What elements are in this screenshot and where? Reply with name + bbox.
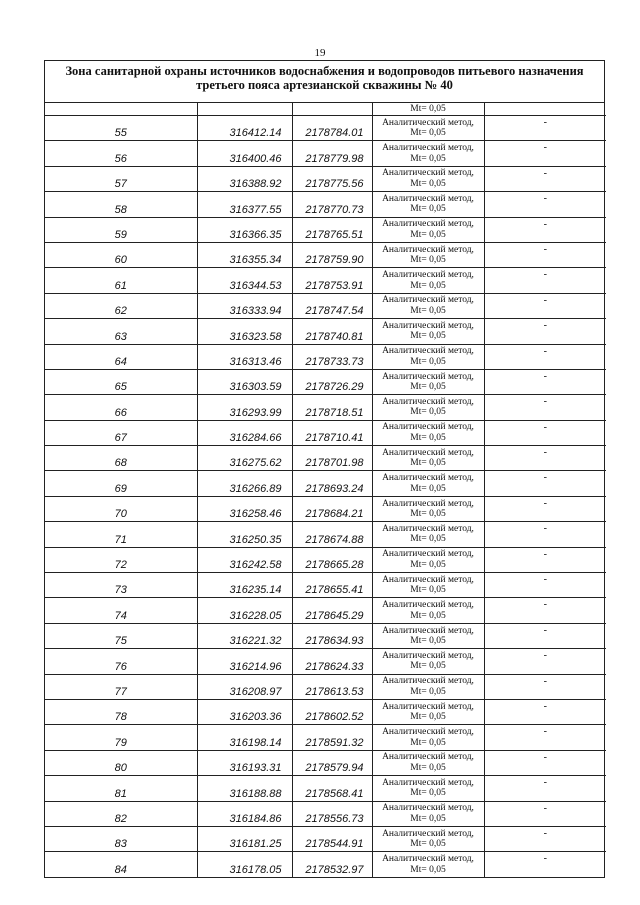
table-row bbox=[45, 268, 606, 293]
extra-cell: - bbox=[484, 217, 606, 242]
extra-cell: - bbox=[484, 674, 606, 699]
point-number-cell: 62 bbox=[45, 293, 197, 318]
point-number-cell: 58 bbox=[45, 192, 197, 217]
accuracy-label: Mt= 0,05 bbox=[410, 153, 446, 164]
table-row bbox=[45, 852, 606, 877]
point-number-cell: 81 bbox=[45, 776, 197, 801]
accuracy-label: Mt= 0,05 bbox=[410, 636, 446, 646]
method-label: Аналитический метод, bbox=[382, 574, 474, 585]
method-label: Аналитический метод, bbox=[382, 854, 474, 865]
table-row bbox=[45, 776, 606, 801]
x-coordinate-cell: 316258.46 bbox=[197, 496, 292, 521]
extra-cell: - bbox=[484, 192, 606, 217]
extra-cell: - bbox=[484, 319, 606, 344]
accuracy-label: Mt= 0,05 bbox=[410, 356, 446, 367]
table-row bbox=[45, 369, 606, 394]
point-number-cell: 56 bbox=[45, 141, 197, 166]
y-coordinate-cell: 2178770.73 bbox=[292, 192, 372, 217]
point-number-cell: 84 bbox=[45, 852, 197, 877]
accuracy-label: Mt= 0,05 bbox=[410, 585, 446, 596]
x-coordinate-cell: 316355.34 bbox=[197, 242, 292, 267]
accuracy-label: Mt= 0,05 bbox=[410, 407, 446, 418]
point-number-cell: 82 bbox=[45, 801, 197, 826]
method-cell bbox=[372, 192, 484, 217]
method-label: Аналитический метод, bbox=[382, 498, 474, 509]
x-coordinate-cell: 316377.55 bbox=[197, 192, 292, 217]
method-cell bbox=[372, 141, 484, 166]
extra-cell: - bbox=[484, 420, 606, 445]
method-cell bbox=[372, 446, 484, 471]
extra-cell: - bbox=[484, 166, 606, 191]
x-coordinate-cell: 316366.35 bbox=[197, 217, 292, 242]
accuracy-label: Mt= 0,05 bbox=[410, 839, 446, 850]
x-coordinate-cell: 316400.46 bbox=[197, 141, 292, 166]
method-cell bbox=[372, 116, 484, 141]
point-number-cell: 67 bbox=[45, 420, 197, 445]
extra-cell: - bbox=[484, 750, 606, 775]
method-cell bbox=[372, 776, 484, 801]
point-number-cell: 63 bbox=[45, 319, 197, 344]
extra-cell: - bbox=[484, 522, 606, 547]
point-number-cell: 55 bbox=[45, 116, 197, 141]
y-coordinate-cell: 2178733.73 bbox=[292, 344, 372, 369]
accuracy-label: Mt= 0,05 bbox=[410, 280, 446, 291]
table-row bbox=[45, 496, 606, 521]
method-cell bbox=[372, 852, 484, 877]
y-coordinate-cell: 2178556.73 bbox=[292, 801, 372, 826]
table-title bbox=[45, 61, 604, 103]
accuracy-label: Mt= 0,05 bbox=[410, 610, 446, 621]
table-row bbox=[45, 446, 606, 471]
method-cell bbox=[372, 420, 484, 445]
point-number-cell: 57 bbox=[45, 166, 197, 191]
method-cell bbox=[372, 369, 484, 394]
extra-cell: - bbox=[484, 699, 606, 724]
method-cell bbox=[372, 522, 484, 547]
extra-cell: - bbox=[484, 344, 606, 369]
extra-cell: - bbox=[484, 446, 606, 471]
extra-cell: - bbox=[484, 826, 606, 851]
extra-cell: - bbox=[484, 395, 606, 420]
method-label: Аналитический метод, bbox=[382, 777, 474, 788]
point-number-cell: 80 bbox=[45, 750, 197, 775]
method-cell bbox=[372, 598, 484, 623]
table-row bbox=[45, 192, 606, 217]
table-row bbox=[45, 293, 606, 318]
table-row bbox=[45, 344, 606, 369]
y-coordinate-cell: 2178602.52 bbox=[292, 699, 372, 724]
accuracy-label: Mt= 0,05 bbox=[410, 559, 446, 570]
method-cell bbox=[372, 395, 484, 420]
extra-cell: - bbox=[484, 623, 606, 648]
method-cell bbox=[372, 699, 484, 724]
point-number-cell: 68 bbox=[45, 446, 197, 471]
x-coordinate-cell: 316178.05 bbox=[197, 852, 292, 877]
method-cell bbox=[372, 750, 484, 775]
method-label: Аналитический метод, bbox=[382, 650, 474, 661]
table-row bbox=[45, 598, 606, 623]
y-coordinate-cell: 2178579.94 bbox=[292, 750, 372, 775]
x-coordinate-cell: 316333.94 bbox=[197, 293, 292, 318]
table-row bbox=[45, 522, 606, 547]
extra-cell: - bbox=[484, 547, 606, 572]
y-coordinate-cell: 2178624.33 bbox=[292, 649, 372, 674]
table-row bbox=[45, 547, 606, 572]
method-cell bbox=[372, 344, 484, 369]
table-title-line-2: третьего пояса артезианской скважины № 40 bbox=[196, 78, 453, 92]
method-cell bbox=[372, 826, 484, 851]
extra-cell: - bbox=[484, 293, 606, 318]
method-label: Аналитический метод, bbox=[382, 346, 474, 357]
method-cell bbox=[372, 242, 484, 267]
accuracy-label: Mt= 0,05 bbox=[410, 762, 446, 773]
table-row bbox=[45, 649, 606, 674]
accuracy-label: Mt= 0,05 bbox=[410, 864, 446, 875]
method-label: Аналитический метод, bbox=[382, 117, 474, 128]
y-coordinate-cell: 2178665.28 bbox=[292, 547, 372, 572]
point-number-cell: 76 bbox=[45, 649, 197, 674]
y-coordinate-cell: 2178645.29 bbox=[292, 598, 372, 623]
x-coordinate-cell: 316266.89 bbox=[197, 471, 292, 496]
y-coordinate-cell: 2178701.98 bbox=[292, 446, 372, 471]
x-coordinate-cell: 316181.25 bbox=[197, 826, 292, 851]
accuracy-label: Mt= 0,05 bbox=[410, 661, 446, 672]
accuracy-label: Mt= 0,05 bbox=[410, 813, 446, 824]
method-label: Аналитический метод, bbox=[382, 803, 474, 814]
accuracy-label: Mt= 0,05 bbox=[410, 255, 446, 266]
y-coordinate-cell: 2178718.51 bbox=[292, 395, 372, 420]
accuracy-label: Mt= 0,05 bbox=[410, 737, 446, 748]
table-row bbox=[45, 725, 606, 750]
x-coordinate-cell: 316235.14 bbox=[197, 573, 292, 598]
method-cell bbox=[372, 623, 484, 648]
accuracy-label: Mt= 0,05 bbox=[410, 509, 446, 520]
continuation-row bbox=[45, 103, 606, 116]
accuracy-label: Mt= 0,05 bbox=[410, 178, 446, 189]
table-row bbox=[45, 217, 606, 242]
method-cell bbox=[372, 547, 484, 572]
table-row bbox=[45, 420, 606, 445]
x-coordinate-cell: 316323.58 bbox=[197, 319, 292, 344]
x-coordinate-cell: 316203.36 bbox=[197, 699, 292, 724]
y-coordinate-cell: 2178759.90 bbox=[292, 242, 372, 267]
x-coordinate-cell: 316293.99 bbox=[197, 395, 292, 420]
table-row bbox=[45, 826, 606, 851]
accuracy-label: Mt= 0,05 bbox=[410, 331, 446, 342]
extra-cell: - bbox=[484, 852, 606, 877]
table-row bbox=[45, 395, 606, 420]
extra-cell: - bbox=[484, 268, 606, 293]
coordinates-table-sheet bbox=[44, 60, 605, 878]
method-label: Аналитический метод, bbox=[382, 447, 474, 458]
x-coordinate-cell: 316228.05 bbox=[197, 598, 292, 623]
y-coordinate-cell: 2178693.24 bbox=[292, 471, 372, 496]
y-coordinate-cell: 2178726.29 bbox=[292, 369, 372, 394]
y-coordinate-cell: 2178674.88 bbox=[292, 522, 372, 547]
method-label: Аналитический метод, bbox=[382, 625, 474, 636]
accuracy-label: Mt= 0,05 bbox=[410, 204, 446, 215]
extra-cell: - bbox=[484, 242, 606, 267]
method-cell bbox=[372, 573, 484, 598]
method-label: Аналитический метод, bbox=[382, 320, 474, 331]
accuracy-label: Mt= 0,05 bbox=[410, 128, 446, 139]
method-label: Аналитический метод, bbox=[382, 828, 474, 839]
table-row bbox=[45, 750, 606, 775]
point-number-cell: 74 bbox=[45, 598, 197, 623]
x-coordinate-cell: 316198.14 bbox=[197, 725, 292, 750]
table-row bbox=[45, 166, 606, 191]
method-label: Аналитический метод, bbox=[382, 523, 474, 534]
method-label: Аналитический метод, bbox=[382, 549, 474, 560]
y-coordinate-cell: 2178613.53 bbox=[292, 674, 372, 699]
y-coordinate-cell: 2178753.91 bbox=[292, 268, 372, 293]
method-label: Аналитический метод, bbox=[382, 676, 474, 687]
x-coordinate-cell: 316242.58 bbox=[197, 547, 292, 572]
x-coordinate-cell: 316275.62 bbox=[197, 446, 292, 471]
extra-cell: - bbox=[484, 801, 606, 826]
point-number-cell: 79 bbox=[45, 725, 197, 750]
extra-cell: - bbox=[484, 776, 606, 801]
table-row bbox=[45, 471, 606, 496]
method-label: Аналитический метод, bbox=[382, 422, 474, 433]
table-row bbox=[45, 623, 606, 648]
y-coordinate-cell: 2178684.21 bbox=[292, 496, 372, 521]
accuracy-label: Mt= 0,05 bbox=[410, 458, 446, 469]
point-number-cell: 59 bbox=[45, 217, 197, 242]
x-coordinate-cell: 316184.86 bbox=[197, 801, 292, 826]
x-coordinate-cell: 316313.46 bbox=[197, 344, 292, 369]
method-label: Аналитический метод, bbox=[382, 473, 474, 484]
method-label: Аналитический метод, bbox=[382, 371, 474, 382]
extra-cell: - bbox=[484, 598, 606, 623]
y-coordinate-cell: 2178765.51 bbox=[292, 217, 372, 242]
y-coordinate-cell: 2178655.41 bbox=[292, 573, 372, 598]
table-row bbox=[45, 116, 606, 141]
table-row bbox=[45, 674, 606, 699]
accuracy-label: Mt= 0,05 bbox=[410, 382, 446, 393]
y-coordinate-cell: 2178568.41 bbox=[292, 776, 372, 801]
method-cell bbox=[372, 217, 484, 242]
y-coordinate-cell: 2178634.93 bbox=[292, 623, 372, 648]
point-number-cell: 61 bbox=[45, 268, 197, 293]
y-coordinate-cell: 2178591.32 bbox=[292, 725, 372, 750]
y-coordinate-cell: 2178784.01 bbox=[292, 116, 372, 141]
y-coordinate-cell: 2178740.81 bbox=[292, 319, 372, 344]
method-label: Аналитический метод, bbox=[382, 270, 474, 281]
x-coordinate-cell: 316250.35 bbox=[197, 522, 292, 547]
x-coordinate-cell: 316388.92 bbox=[197, 166, 292, 191]
method-cell bbox=[372, 801, 484, 826]
method-label: Аналитический метод, bbox=[382, 244, 474, 255]
point-number-cell: 70 bbox=[45, 496, 197, 521]
point-number-cell: 71 bbox=[45, 522, 197, 547]
point-number-cell: 65 bbox=[45, 369, 197, 394]
method-cell bbox=[372, 649, 484, 674]
method-cell bbox=[372, 319, 484, 344]
page-number: 19 bbox=[314, 47, 326, 59]
accuracy-label: Mt= 0,05 bbox=[410, 534, 446, 545]
y-coordinate-cell: 2178544.91 bbox=[292, 826, 372, 851]
point-number-cell: 60 bbox=[45, 242, 197, 267]
method-cell bbox=[372, 725, 484, 750]
point-number-cell: 64 bbox=[45, 344, 197, 369]
point-number-cell: 73 bbox=[45, 573, 197, 598]
accuracy-label: Mt= 0,05 bbox=[410, 305, 446, 316]
x-coordinate-cell: 316208.97 bbox=[197, 674, 292, 699]
y-coordinate-cell: 2178532.97 bbox=[292, 852, 372, 877]
extra-cell: - bbox=[484, 649, 606, 674]
method-cell bbox=[372, 293, 484, 318]
method-label: Аналитический метод, bbox=[382, 600, 474, 611]
extra-cell: - bbox=[484, 573, 606, 598]
x-coordinate-cell: 316284.66 bbox=[197, 420, 292, 445]
y-coordinate-cell: 2178747.54 bbox=[292, 293, 372, 318]
continuation-method-cell: Mt= 0,05 bbox=[372, 103, 484, 116]
x-coordinate-cell: 316221.32 bbox=[197, 623, 292, 648]
table-row bbox=[45, 242, 606, 267]
accuracy-label: Mt= 0,05 bbox=[410, 788, 446, 799]
extra-cell: - bbox=[484, 141, 606, 166]
accuracy-label: Mt= 0,05 bbox=[410, 686, 446, 697]
point-number-cell: 69 bbox=[45, 471, 197, 496]
point-number-cell: 83 bbox=[45, 826, 197, 851]
x-coordinate-cell: 316193.31 bbox=[197, 750, 292, 775]
accuracy-label: Mt= 0,05 bbox=[410, 229, 446, 240]
point-number-cell: 72 bbox=[45, 547, 197, 572]
x-coordinate-cell: 316214.96 bbox=[197, 649, 292, 674]
extra-cell: - bbox=[484, 369, 606, 394]
y-coordinate-cell: 2178710.41 bbox=[292, 420, 372, 445]
y-coordinate-cell: 2178779.98 bbox=[292, 141, 372, 166]
accuracy-label: Mt= 0,05 bbox=[410, 432, 446, 443]
point-number-cell: 75 bbox=[45, 623, 197, 648]
coordinates-table bbox=[45, 103, 606, 877]
table-row bbox=[45, 699, 606, 724]
table-row bbox=[45, 801, 606, 826]
x-coordinate-cell: 316188.88 bbox=[197, 776, 292, 801]
method-label: Аналитический метод, bbox=[382, 701, 474, 712]
method-cell bbox=[372, 471, 484, 496]
point-number-cell: 77 bbox=[45, 674, 197, 699]
x-coordinate-cell: 316344.53 bbox=[197, 268, 292, 293]
method-label: Аналитический метод, bbox=[382, 143, 474, 154]
method-cell bbox=[372, 166, 484, 191]
method-label: Аналитический метод, bbox=[382, 219, 474, 230]
method-cell bbox=[372, 496, 484, 521]
point-number-cell: 78 bbox=[45, 699, 197, 724]
x-coordinate-cell: 316303.59 bbox=[197, 369, 292, 394]
x-coordinate-cell: 316412.14 bbox=[197, 116, 292, 141]
y-coordinate-cell: 2178775.56 bbox=[292, 166, 372, 191]
accuracy-label: Mt= 0,05 bbox=[410, 712, 446, 723]
table-row bbox=[45, 141, 606, 166]
method-cell bbox=[372, 268, 484, 293]
table-row bbox=[45, 573, 606, 598]
method-label: Аналитический метод, bbox=[382, 295, 474, 306]
extra-cell: - bbox=[484, 496, 606, 521]
extra-cell: - bbox=[484, 725, 606, 750]
method-label: Аналитический метод, bbox=[382, 193, 474, 204]
method-label: Аналитический метод, bbox=[382, 168, 474, 179]
table-row bbox=[45, 319, 606, 344]
method-label: Аналитический метод, bbox=[382, 727, 474, 738]
point-number-cell: 66 bbox=[45, 395, 197, 420]
method-cell bbox=[372, 674, 484, 699]
method-label: Аналитический метод, bbox=[382, 752, 474, 763]
table-title-line-1: Зона санитарной охраны источников водоснабжения и водопроводов питьевого назначения bbox=[65, 64, 584, 78]
extra-cell: - bbox=[484, 116, 606, 141]
method-label: Аналитический метод, bbox=[382, 396, 474, 407]
accuracy-label: Mt= 0,05 bbox=[410, 483, 446, 494]
extra-cell: - bbox=[484, 471, 606, 496]
